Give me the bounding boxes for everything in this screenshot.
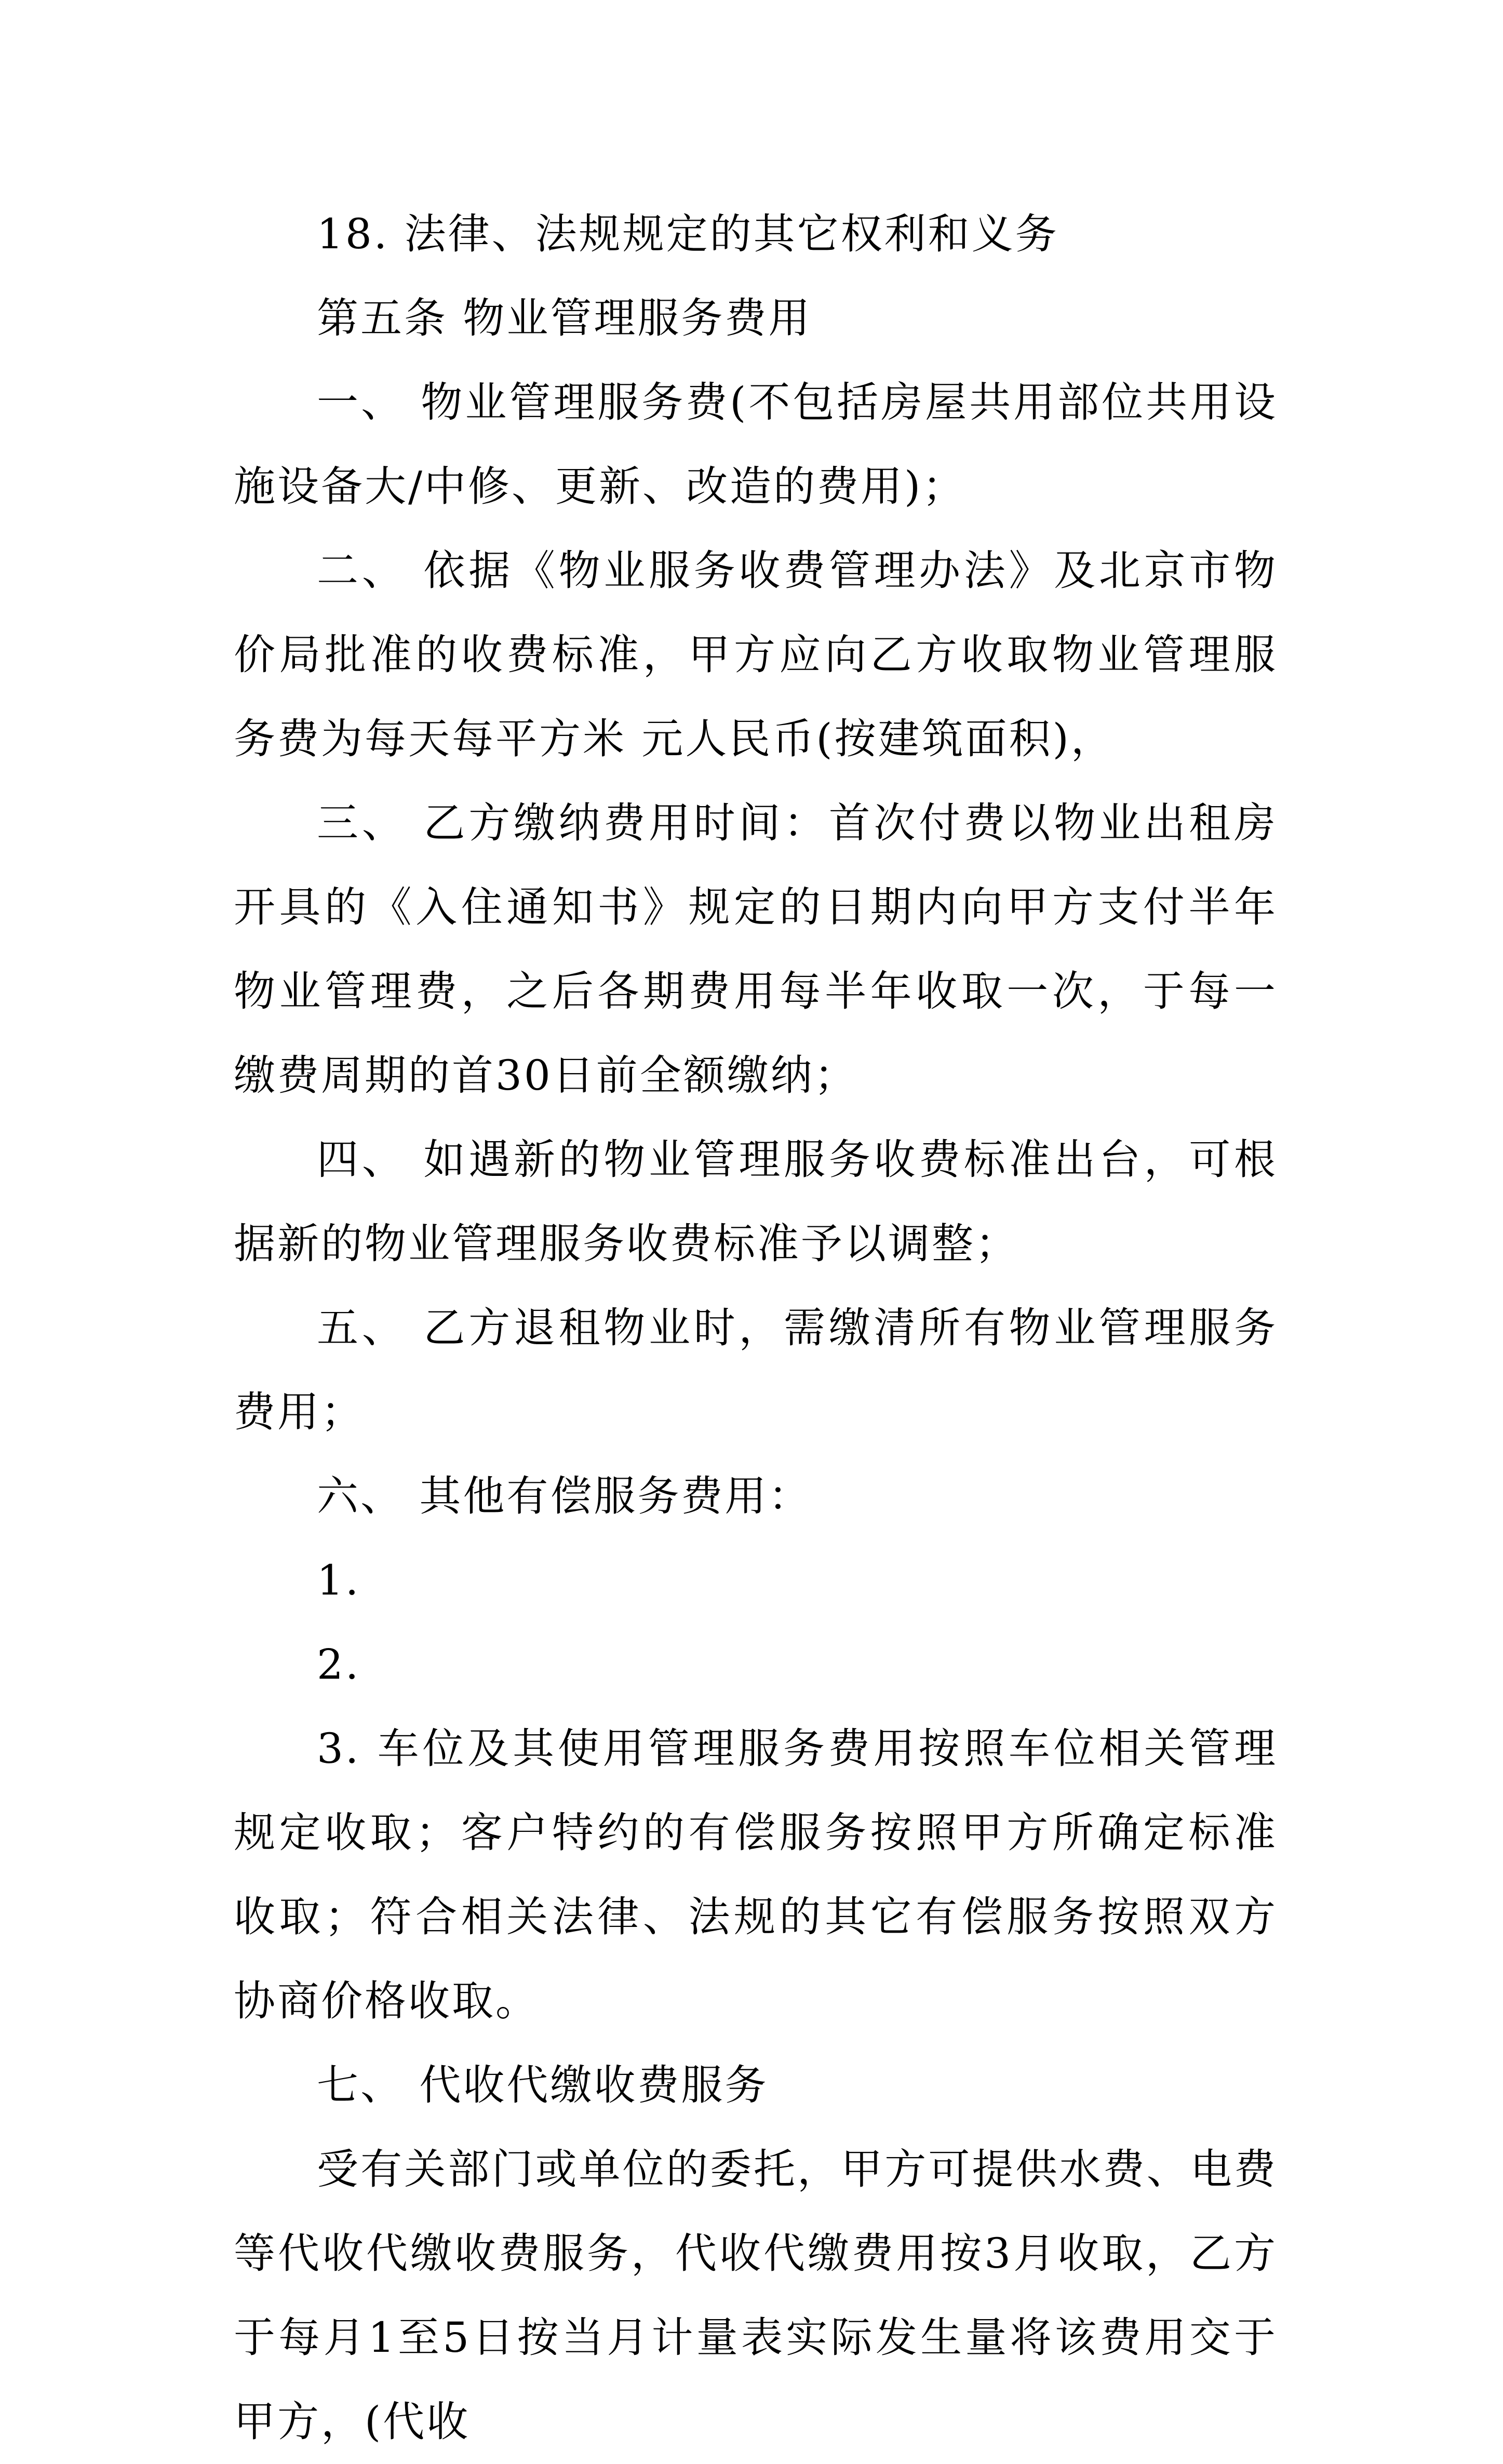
paragraph-collection-service: 受有关部门或单位的委托，甲方可提供水费、电费等代收代缴收费服务，代收代缴费用按3月收取，乙方于每月1至5日按当月计量表实际发生量将该费用交于甲方，(代收 — [234, 2145, 1278, 2446]
paragraph-fee-five: 五、 乙方退租物业时，需缴清所有物业管理服务费用； — [234, 1304, 1278, 1436]
paragraph-fee-one: 一、 物业管理服务费(不包括房屋共用部位共用设施设备大/中修、更新、改造的费用)； — [234, 378, 1278, 511]
document-body — [234, 192, 1278, 2464]
list-item-3: 3. 车位及其使用管理服务费用按照车位相关管理规定收取；客户特约的有偿服务按照甲方所确定标准收取；符合相关法律、法规的其它有偿服务按照双方协商价格收取。 — [234, 1724, 1278, 2025]
paragraph-fee-six: 六、 其他有偿服务费用： — [317, 1472, 812, 1520]
list-item-1: 1. — [317, 1556, 361, 1604]
article-five-heading: 第五条 物业管理服务费用 — [317, 294, 812, 342]
paragraph-fee-seven: 七、 代收代缴收费服务 — [317, 2061, 769, 2109]
paragraph-fee-three: 三、 乙方缴纳费用时间：首次付费以物业出租房开具的《入住通知书》规定的日期内向甲方支付半年物业管理费，之后各期费用每半年收取一次，于每一缴费周期的首30日前全额缴纳； — [234, 799, 1278, 1100]
paragraph-fee-two: 二、 依据《物业服务收费管理办法》及北京市物价局批准的收费标准，甲方应向乙方收取物业管理服务费为每天每平方米 元人民币(按建筑面积)， — [234, 546, 1278, 763]
paragraph-item-18: 18. 法律、法规规定的其它权利和义务 — [317, 210, 1059, 258]
paragraph-fee-four: 四、 如遇新的物业管理服务收费标准出台，可根据新的物业管理服务收费标准予以调整； — [234, 1135, 1278, 1268]
list-item-2: 2. — [317, 1640, 361, 1689]
